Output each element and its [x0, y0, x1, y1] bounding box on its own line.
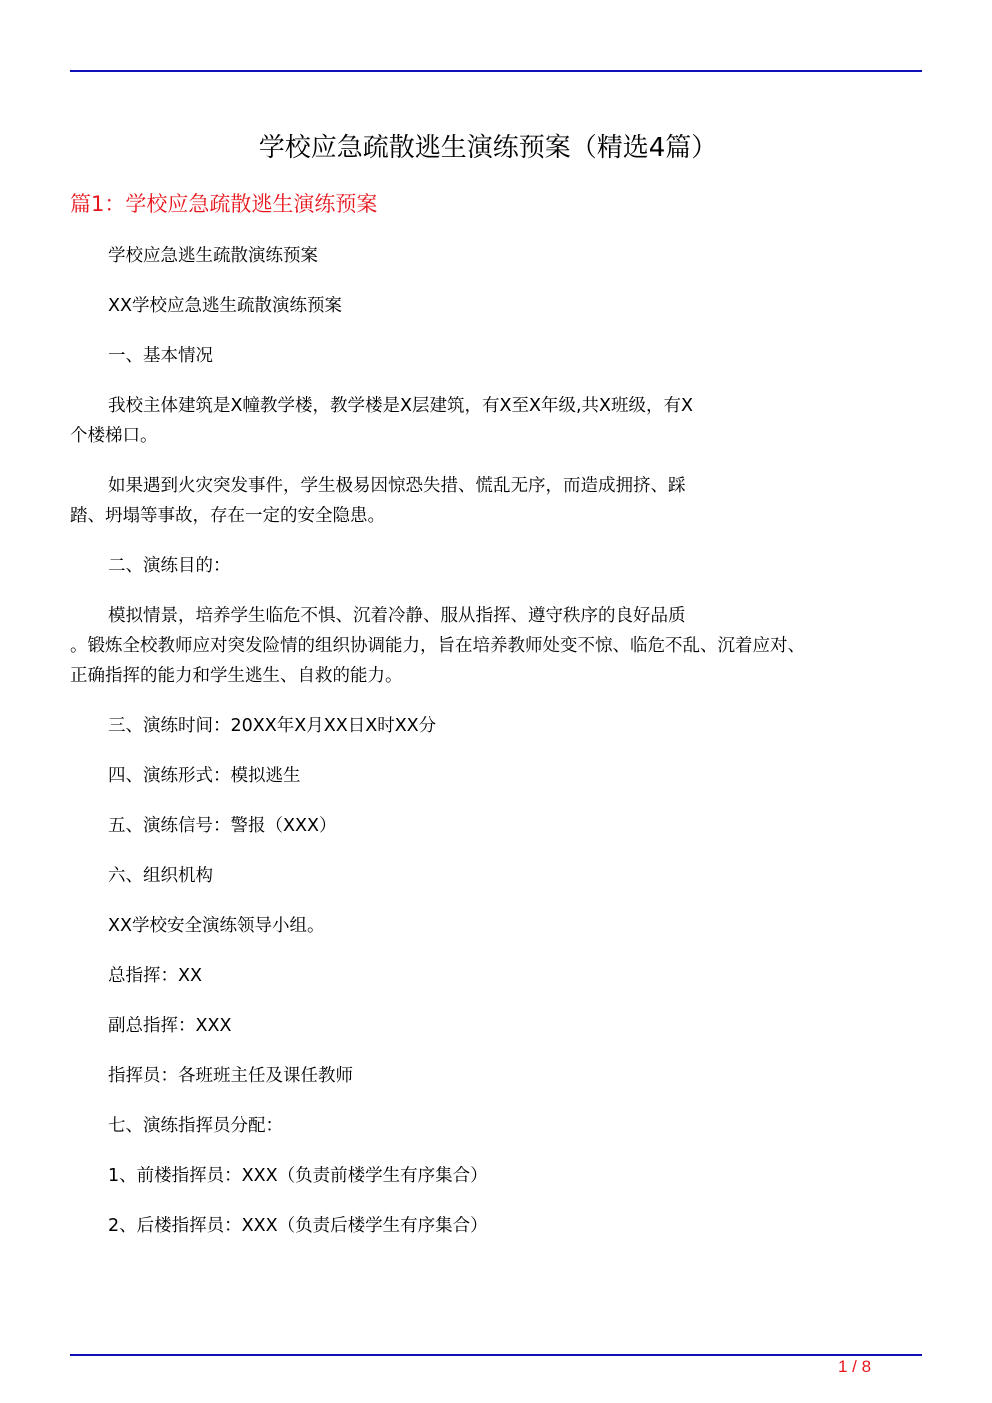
paragraph	[70, 861, 930, 891]
paragraph-line: 一、基本情况	[108, 346, 213, 366]
section-heading: 篇1：学校应急疏散逃生演练预案	[70, 192, 378, 216]
paragraph	[70, 391, 930, 451]
paragraph-line: 踏、坍塌等事故，存在一定的安全隐患。	[70, 506, 385, 526]
paragraph	[70, 471, 930, 531]
paragraph-line: 四、演练形式：模拟逃生	[108, 766, 301, 786]
paragraph-line: XX学校安全演练领导小组。	[108, 916, 325, 936]
paragraph-line: 1、前楼指挥员：XXX（负责前楼学生有序集合）	[108, 1166, 488, 1186]
paragraph	[70, 601, 930, 691]
paragraph	[70, 291, 930, 321]
paragraph-line: 2、后楼指挥员：XXX（负责后楼学生有序集合）	[108, 1216, 488, 1236]
paragraph-line: 我校主体建筑是X幢教学楼，教学楼是X层建筑，有X至X年级,共X班级，有X	[108, 396, 693, 416]
paragraph	[70, 1211, 930, 1241]
paragraph-line: XX学校应急逃生疏散演练预案	[108, 296, 342, 316]
header-rule	[70, 70, 922, 72]
paragraph-line: 正确指挥的能力和学生逃生、自救的能力。	[70, 666, 403, 686]
paragraph	[70, 961, 930, 991]
paragraph	[70, 1111, 930, 1141]
paragraph	[70, 341, 930, 371]
paragraph-line: 副总指挥：XXX	[108, 1016, 232, 1036]
paragraph-line: 七、演练指挥员分配：	[108, 1116, 283, 1136]
paragraph-line: 。锻炼全校教师应对突发险情的组织协调能力，旨在培养教师处变不惊、临危不乱、沉着应对、	[70, 636, 805, 656]
paragraph	[70, 1011, 930, 1041]
paragraph-line: 六、组织机构	[108, 866, 213, 886]
paragraph	[70, 761, 930, 791]
paragraph	[70, 911, 930, 941]
paragraph-line: 如果遇到火灾突发事件，学生极易因惊恐失措、慌乱无序，而造成拥挤、踩	[108, 476, 686, 496]
paragraph	[70, 1161, 930, 1191]
paragraph-line: 模拟情景，培养学生临危不惧、沉着冷静、服从指挥、遵守秩序的良好品质	[108, 606, 686, 626]
paragraph	[70, 1061, 930, 1091]
footer-rule	[70, 1354, 922, 1356]
paragraph-line: 总指挥：XX	[108, 966, 202, 986]
paragraph-line: 二、演练目的：	[108, 556, 231, 576]
paragraph	[70, 551, 930, 581]
page-number: 1 / 8	[838, 1357, 872, 1376]
paragraph	[70, 711, 930, 741]
document-title: 学校应急疏散逃生演练预案（精选4篇）	[258, 133, 718, 163]
paragraph-line: 三、演练时间：20XX年X月XX日X时XX分	[108, 716, 437, 736]
paragraph-line: 学校应急逃生疏散演练预案	[108, 246, 318, 266]
paragraph-line: 指挥员：各班班主任及课任教师	[108, 1066, 353, 1086]
paragraph	[70, 811, 930, 841]
paragraph	[70, 241, 930, 271]
paragraph-line: 个楼梯口。	[70, 426, 158, 446]
paragraph-line: 五、演练信号：警报（XXX）	[108, 816, 337, 836]
